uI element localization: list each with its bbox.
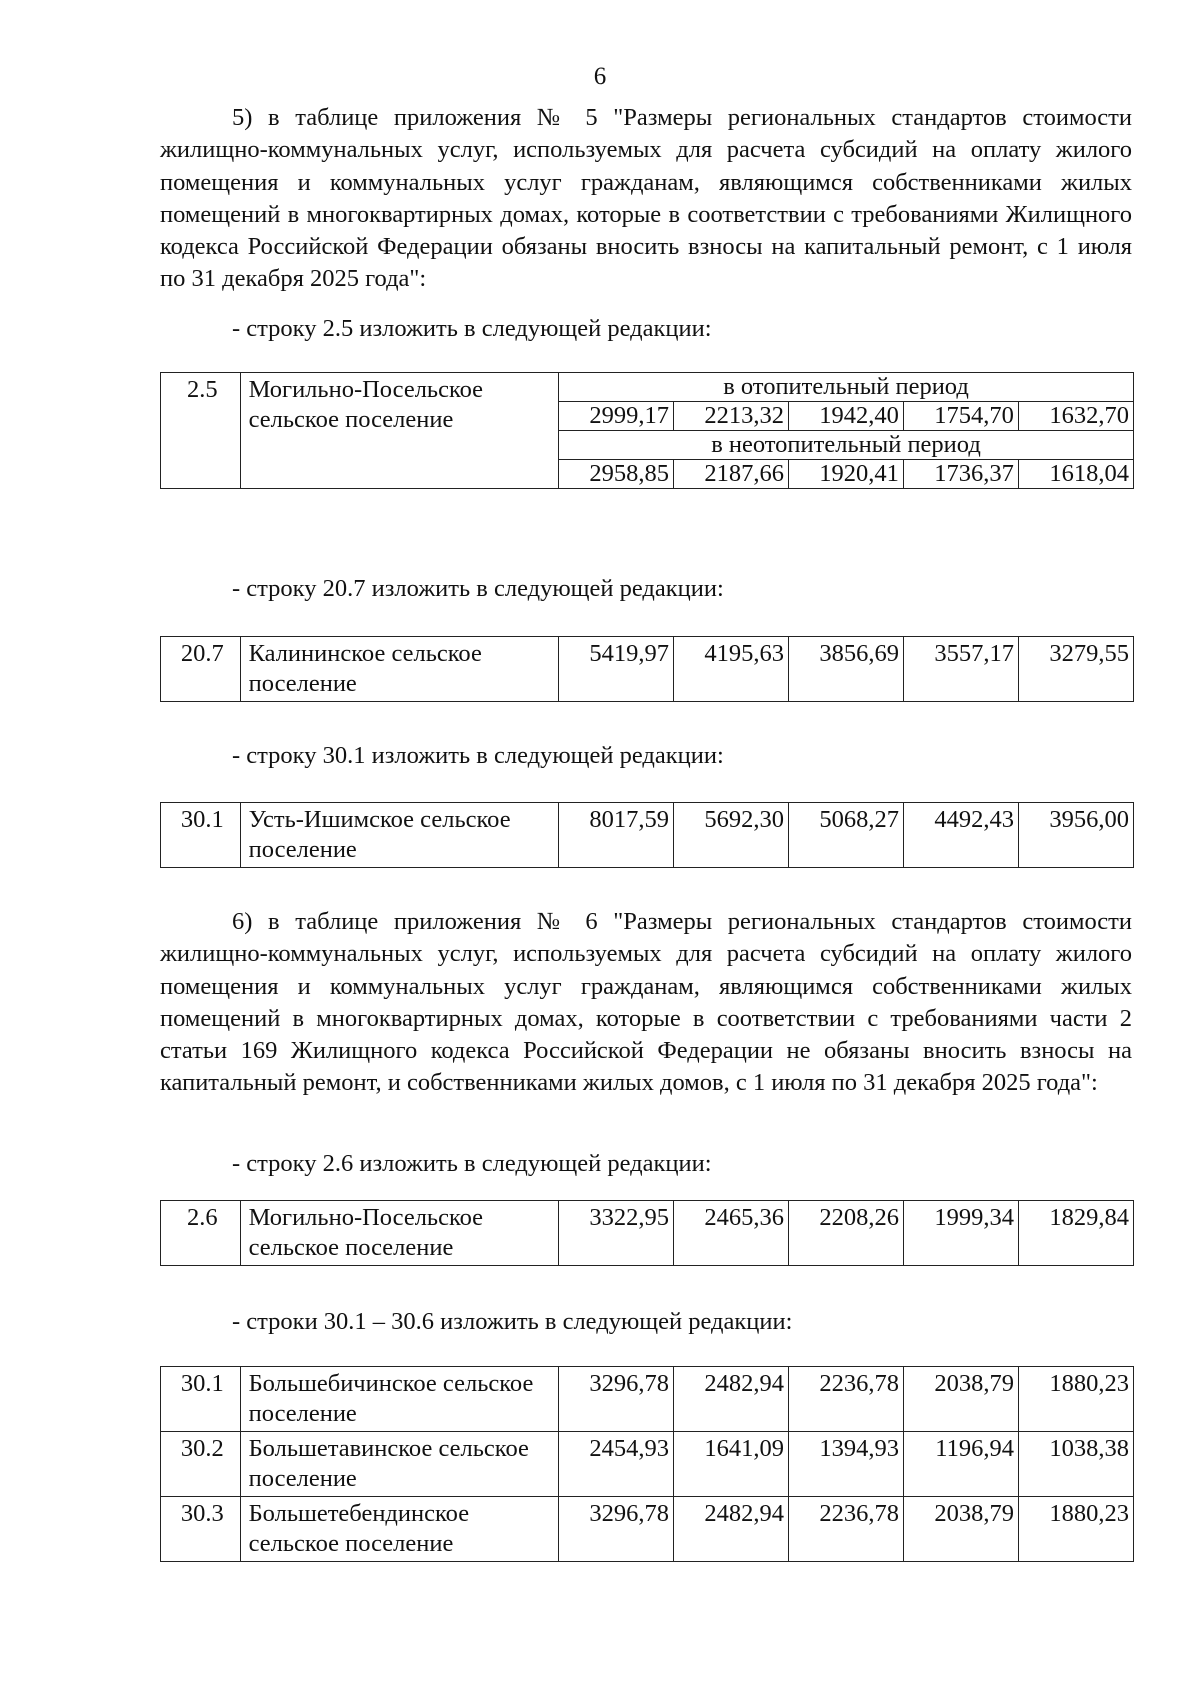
nonheating-value-2: 2187,66: [673, 460, 788, 489]
table-row-2-5: [160, 372, 1134, 489]
value-4: 1196,94: [903, 1432, 1018, 1497]
row-number: 30.3: [161, 1497, 241, 1562]
table-row-30-1: [160, 802, 1134, 868]
value-2: 4195,63: [674, 637, 789, 702]
heating-value-3: 1942,40: [788, 402, 903, 431]
value-5: 1880,23: [1018, 1497, 1133, 1562]
value-4: 2038,79: [903, 1497, 1018, 1562]
value-3: 1394,93: [788, 1432, 903, 1497]
settlement-name: Большетебендинское сельское поселение: [240, 1497, 558, 1562]
instruction-row-2-5: - строку 2.5 изложить в следующей редакции:: [232, 315, 712, 342]
row-number: 20.7: [161, 637, 241, 702]
page-number: 6: [593, 63, 607, 90]
value-1: 8017,59: [559, 803, 674, 868]
value-5: 1038,38: [1018, 1432, 1133, 1497]
value-3: 5068,27: [788, 803, 903, 868]
value-3: 3856,69: [788, 637, 903, 702]
row-number: 2.5: [161, 373, 241, 489]
instruction-rows-30-1-30-6: - строки 30.1 – 30.6 изложить в следующей редакции:: [232, 1308, 793, 1335]
settlement-name: Могильно-Посельское сельское поселение: [240, 1201, 558, 1266]
settlement-name: Могильно-Посельское сельское поселение: [240, 373, 558, 489]
value-1: 3296,78: [559, 1367, 674, 1432]
value-2: 1641,09: [674, 1432, 789, 1497]
value-4: 3557,17: [903, 637, 1018, 702]
value-2: 5692,30: [674, 803, 789, 868]
settlement-name: Калининское сельское поселение: [240, 637, 558, 702]
settlement-name: Усть-Ишимское сельское поселение: [240, 803, 558, 868]
paragraph-item-5: 5) в таблице приложения № 5 "Размеры региональных стандартов стоимости жилищно-коммунальных услуг, используемых для расчета субсидий на оплату жилого помещения и коммунальных услуг гражданам, являющимся собственниками жилых помещений в многоквартирных домах, которые в соответствии с требованиями Жилищного кодекса Российской Федерации обязаны вносить взносы на капитальный ремонт, с 1 июля по 31 декабря 2025 года":: [160, 104, 1132, 293]
value-3: 2236,78: [788, 1497, 903, 1562]
table-row: [161, 1497, 1134, 1562]
row-number: 30.1: [161, 803, 241, 868]
value-4: 1999,34: [903, 1201, 1018, 1266]
value-2: 2482,94: [674, 1497, 789, 1562]
nonheating-value-4: 1736,37: [903, 460, 1018, 489]
settlement-name: Большетавинское сельское поселение: [240, 1432, 558, 1497]
value-2: 2465,36: [674, 1201, 789, 1266]
value-5: 1829,84: [1018, 1201, 1133, 1266]
value-1: 5419,97: [559, 637, 674, 702]
value-3: 2208,26: [788, 1201, 903, 1266]
heating-period-label: в отопительный период: [559, 373, 1134, 402]
instruction-row-30-1: - строку 30.1 изложить в следующей редакции:: [232, 742, 724, 769]
table-row-2-6: [160, 1200, 1134, 1266]
value-3: 2236,78: [788, 1367, 903, 1432]
instruction-row-20-7: - строку 20.7 изложить в следующей редакции:: [232, 575, 724, 602]
value-5: 3956,00: [1018, 803, 1133, 868]
table-row: [161, 1432, 1134, 1497]
table-rows-30-x: [160, 1366, 1134, 1562]
nonheating-value-1: 2958,85: [559, 460, 674, 489]
value-4: 2038,79: [903, 1367, 1018, 1432]
heating-value-1: 2999,17: [559, 402, 674, 431]
value-2: 2482,94: [674, 1367, 789, 1432]
heating-value-4: 1754,70: [903, 402, 1018, 431]
nonheating-period-label: в неотопительный период: [559, 431, 1134, 460]
value-5: 1880,23: [1018, 1367, 1133, 1432]
heating-value-5: 1632,70: [1018, 402, 1133, 431]
table-row: [161, 1367, 1134, 1432]
value-4: 4492,43: [903, 803, 1018, 868]
nonheating-value-3: 1920,41: [788, 460, 903, 489]
row-number: 30.2: [161, 1432, 241, 1497]
settlement-name: Большебичинское сельское поселение: [240, 1367, 558, 1432]
value-5: 3279,55: [1018, 637, 1133, 702]
row-number: 30.1: [161, 1367, 241, 1432]
table-row-20-7: [160, 636, 1134, 702]
value-1: 3322,95: [559, 1201, 674, 1266]
nonheating-value-5: 1618,04: [1018, 460, 1133, 489]
value-1: 3296,78: [559, 1497, 674, 1562]
row-number: 2.6: [161, 1201, 241, 1266]
instruction-row-2-6: - строку 2.6 изложить в следующей редакции:: [232, 1150, 712, 1177]
heating-value-2: 2213,32: [673, 402, 788, 431]
paragraph-item-6: 6) в таблице приложения № 6 "Размеры региональных стандартов стоимости жилищно-коммунальных услуг, используемых для расчета субсидий на оплату жилого помещения и коммунальных услуг гражданам, являющимся собственниками жилых помещений в многоквартирных домах, которые в соответствии с требованиями части 2 статьи 169 Жилищного кодекса Российской Федерации не обязаны вносить взносы на капитальный ремонт, и собственниками жилых домов, с 1 июля по 31 декабря 2025 года":: [160, 908, 1132, 1097]
value-1: 2454,93: [559, 1432, 674, 1497]
